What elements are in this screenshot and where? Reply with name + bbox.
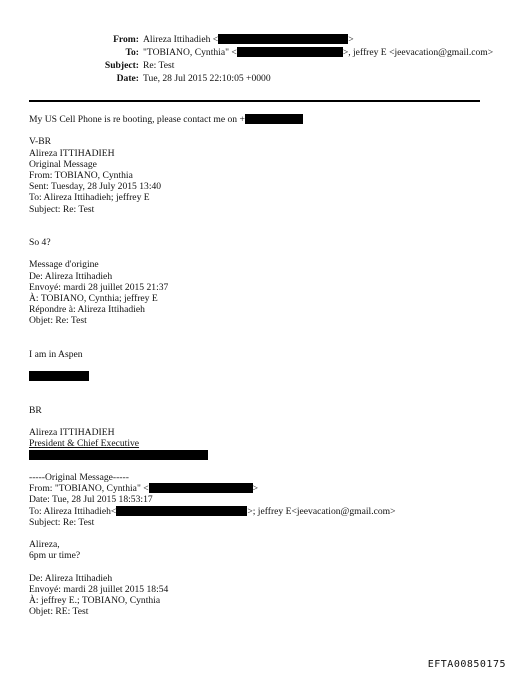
redaction-bar (29, 450, 208, 460)
body-line: À: jeffrey E.; TOBIANO, Cynthia (29, 595, 161, 607)
body-line: Alireza ITTIHADIEH (29, 427, 115, 439)
body-line: My US Cell Phone is re booting, please contact me on + (29, 114, 489, 125)
signature-title: President & Chief Executive (29, 438, 140, 450)
body-line: From: TOBIANO, Cynthia (29, 169, 133, 181)
redaction-bar (116, 506, 247, 516)
body-line: De: Alireza Ittihadieh (29, 572, 113, 584)
body-line: Alireza, (29, 539, 60, 551)
body-line: Objet: Re: Test (29, 315, 87, 327)
redacted-line (29, 371, 489, 382)
date-value: Tue, 28 Jul 2015 22:10:05 +0000 (143, 73, 271, 84)
body-line: Alireza ITTIHADIEH (29, 147, 115, 159)
body-line: Sent: Tuesday, 28 July 2015 13:40 (29, 181, 162, 193)
subject-value: Re: Test (143, 60, 175, 71)
body-line: Original Message (29, 158, 97, 170)
body-line: Envoyé: mardi 28 juillet 2015 18:54 (29, 583, 169, 595)
document-id: EFTA00850175 (427, 659, 506, 670)
body-line: 6pm ur time? (29, 550, 81, 562)
redaction-bar (218, 34, 348, 44)
body-line: De: Alireza Ittihadieh (29, 270, 113, 282)
body-line: V-BR (29, 136, 52, 148)
from-label: From: (113, 34, 139, 45)
body-line: -----Original Message----- (29, 472, 129, 483)
redaction-bar (237, 47, 343, 57)
body-line: So 4? (29, 237, 51, 249)
to-value: "TOBIANO, Cynthia" < >, jeffrey E <jeevacation@gmail.com> (143, 47, 494, 58)
body-line: Répondre à: Alireza Ittihadieh (29, 304, 145, 316)
body-line: Date: Tue, 28 Jul 2015 18:53:17 (29, 494, 153, 506)
body-line: To: Alireza Ittihadieh< >; jeffrey E<jeevacation@gmail.com> (29, 505, 396, 517)
redacted-line (29, 450, 489, 461)
body-line: Message d'origine (29, 259, 99, 271)
body-line: À: TOBIANO, Cynthia; jeffrey E (29, 293, 158, 304)
redaction-bar (245, 114, 303, 124)
redaction-bar (149, 483, 253, 493)
body-line: BR (29, 404, 42, 416)
body-line: Envoyé: mardi 28 juillet 2015 21:37 (29, 281, 169, 293)
body-line: To: Alireza Ittihadieh; jeffrey E (29, 192, 150, 204)
subject-label: Subject: (104, 60, 139, 71)
to-label: To: (125, 47, 139, 58)
date-label: Date: (116, 73, 139, 84)
header-divider (29, 100, 480, 102)
body-line: From: "TOBIANO, Cynthia" < > (29, 483, 259, 495)
from-value: Alireza Ittihadieh < > (143, 34, 354, 45)
body-line: Objet: RE: Test (29, 606, 89, 618)
body-line: Subject: Re: Test (29, 516, 95, 528)
redaction-bar (29, 371, 89, 381)
body-line: Subject: Re: Test (29, 203, 95, 215)
email-body (29, 114, 489, 617)
body-line: I am in Aspen (29, 348, 83, 360)
